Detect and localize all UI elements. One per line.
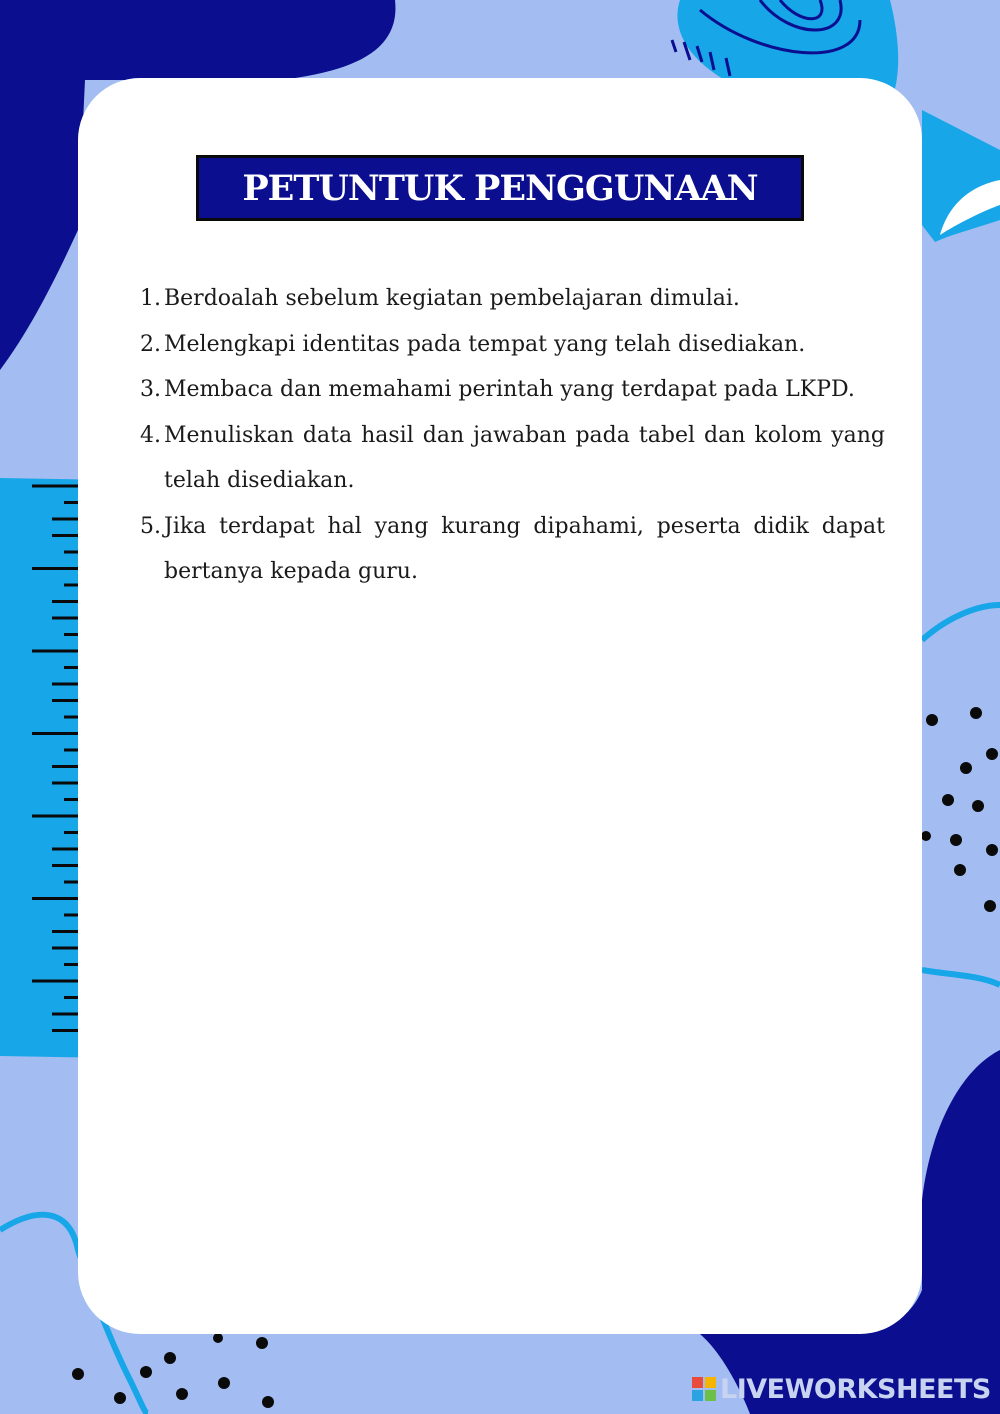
list-item [140, 322, 885, 368]
step-number: 5. [140, 513, 161, 539]
step-text: Menuliskan data hasil dan jawaban pada tabel dan kolom yang telah disediakan. [164, 422, 885, 493]
instruction-list [140, 276, 885, 595]
ruler-decoration [0, 478, 78, 1057]
watermark-text: LIVEWORKSHEETS [720, 1373, 991, 1405]
list-item [140, 413, 885, 504]
list-item [140, 504, 885, 595]
step-text: Membaca dan memahami perintah yang terdapat pada LKPD. [164, 377, 855, 402]
step-number: 4. [140, 422, 161, 448]
list-item [140, 367, 885, 413]
dots-bottom [72, 1333, 274, 1408]
step-number: 2. [140, 331, 161, 357]
page-title: PETUNTUK PENGGUNAAN [242, 167, 758, 209]
step-number: 3. [140, 377, 161, 402]
content-card [78, 78, 922, 1334]
dots-right [921, 707, 998, 912]
title-banner [196, 155, 804, 221]
liveworksheets-logo-icon [692, 1377, 716, 1401]
list-item [140, 276, 885, 322]
step-text: Jika terdapat hal yang kurang dipahami, peserta didik dapat bertanya kepada guru. [164, 513, 885, 584]
watermark[interactable] [692, 1374, 991, 1404]
step-text: Melengkapi identitas pada tempat yang telah disediakan. [164, 331, 806, 357]
step-text: Berdoalah sebelum kegiatan pembelajaran dimulai. [164, 286, 740, 311]
cyan-line-right-lower [922, 970, 1000, 985]
cyan-line-right [922, 605, 1000, 640]
step-number: 1. [140, 286, 161, 311]
